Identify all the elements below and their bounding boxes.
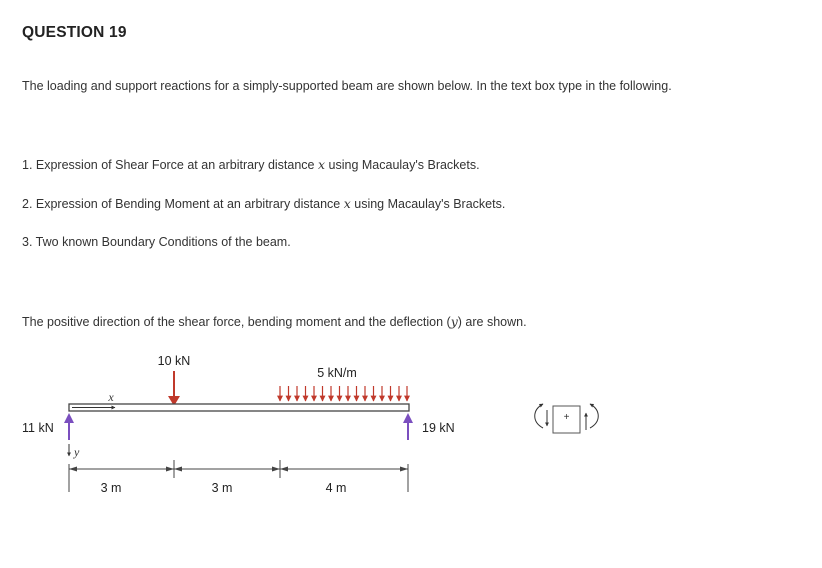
item-2-var: x	[343, 196, 351, 211]
sign-plus: +	[563, 412, 570, 423]
sign-convention	[535, 404, 599, 433]
point-load-label: 10 kN	[157, 354, 191, 368]
right-reaction-arrow-icon	[403, 413, 413, 423]
dimension-label-1: 3 m	[100, 481, 122, 495]
question-title: QUESTION 19	[22, 24, 127, 41]
dim-arrow-icon	[174, 467, 182, 472]
beam	[69, 404, 409, 411]
dim-arrow-icon	[272, 467, 280, 472]
left-reaction-label: 11 kN	[22, 421, 54, 435]
item-1-before: 1. Expression of Shear Force at an arbitrary distance	[22, 158, 318, 172]
item-1-after: using Macaulay's Brackets.	[325, 158, 480, 172]
item-1-var: x	[317, 157, 326, 172]
moment-right-arrow-icon	[590, 404, 598, 428]
dimension-label-2: 3 m	[211, 481, 233, 495]
udl-label: 5 kN/m	[317, 366, 357, 380]
item-2-after: using Macaulay's Brackets.	[350, 197, 506, 211]
item-3-text: 3. Two known Boundary Conditions of the beam.	[22, 235, 291, 249]
y-axis-label: y	[74, 445, 80, 459]
intro-text: The loading and support reactions for a simply-supported beam are shown below. In the text box type in the following.	[22, 79, 672, 93]
udl-arrows	[280, 386, 407, 401]
item-2-before: 2. Expression of Bending Moment at an arbitrary distance	[22, 197, 344, 211]
positive-note-before: The positive direction of the shear force, bending moment and the deflection (	[22, 315, 451, 329]
moment-left-arrow-icon	[535, 404, 543, 428]
positive-note-var: y	[450, 314, 458, 329]
right-reaction-label: 19 kN	[422, 421, 455, 435]
dim-arrow-icon	[166, 467, 174, 472]
x-axis-label: x	[108, 390, 114, 404]
dim-arrow-icon	[280, 467, 288, 472]
left-reaction-arrow-icon	[64, 413, 74, 423]
positive-note-after: ) are shown.	[457, 315, 527, 329]
dim-arrow-icon	[400, 467, 408, 472]
dimension-label-3: 4 m	[325, 481, 347, 495]
dim-arrow-icon	[69, 467, 77, 472]
